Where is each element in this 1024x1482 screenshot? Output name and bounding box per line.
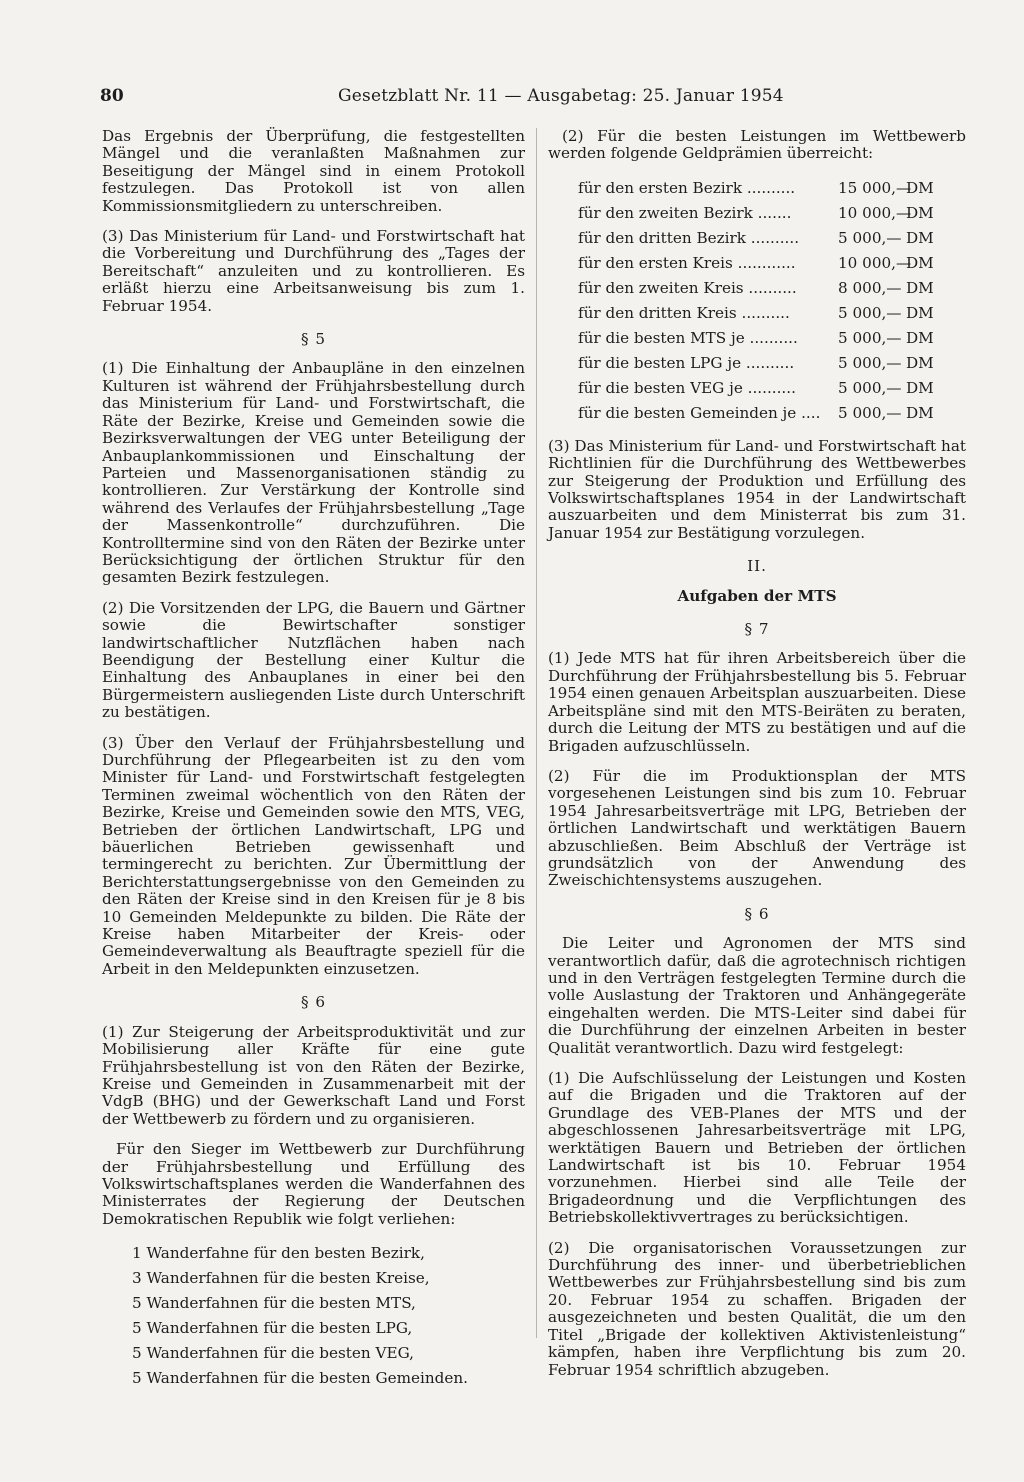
prize-row: [548, 301, 966, 326]
prize-amount: 10 000,—: [838, 203, 912, 222]
prize-label: für die besten Gemeinden je ....: [578, 403, 821, 422]
page-header: [100, 86, 970, 116]
prize-unit: DM: [906, 303, 934, 322]
paragraph: (3) Das Ministerium für Land- und Forstwirtschaft hat Richtlinien für die Durchführung des Wettbewerbes zur Steigerung der Produktion und Erfüllung des Volkswirtschaftsplanes 1954 in der Landwirtschaft auszuarbeiten und dem Ministerrat bis zum 31. Januar 1954 zur Bestätigung vorzulegen.: [548, 436, 966, 542]
section-heading: § 7: [744, 620, 770, 639]
prize-unit: DM: [906, 378, 934, 397]
paragraph: Die Leiter und Agronomen der MTS sind verantwortlich dafür, daß die agrotechnisch richtigen und in den Verträgen festgelegten Termine durch die volle Auslastung der Traktoren und Anhängegeräte eingehalten werden. Die MTS-Leiter sind dabei für die Durchführung der einzelnen Arbeiten in bester Qualität verantwortlich. Dazu wird festgelegt:: [548, 934, 966, 1057]
header-title: Gesetzblatt Nr. 11 — Ausgabetag: 25. Januar 1954: [338, 86, 784, 106]
left-column: [102, 128, 525, 1403]
prize-unit: DM: [906, 228, 934, 247]
part-number: II.: [747, 557, 767, 576]
right-column: [548, 128, 966, 1392]
prize-row: [548, 176, 966, 201]
list-item: 5 Wanderfahnen für die besten VEG,: [132, 1344, 414, 1363]
list-item: 5 Wanderfahnen für die besten Gemeinden.: [132, 1369, 468, 1388]
paragraph: (1) Die Aufschlüsselung der Leistungen und Kosten auf die Brigaden und die Traktoren auf der Grundlage des VEB-Planes der MTS und der abgeschlossenen Jahresarbeitsverträge mit LPG, werktätigen Bauern und Betrieben der örtlichen Landwirtschaft ist bis 10. Februar 1954 vorzunehmen. Hierbei sind alle Teile der Brigadeordnung und die Verpflichtungen des Betriebskollektivvertrages zu berücksichtigen.: [548, 1069, 966, 1227]
prize-table: [548, 176, 966, 426]
list-item: 5 Wanderfahnen für die besten LPG,: [132, 1319, 413, 1338]
prize-row: [548, 326, 966, 351]
prize-row: [548, 376, 966, 401]
prize-label: für den zweiten Bezirk .......: [578, 203, 792, 222]
paragraph: (2) Für die im Produktionsplan der MTS vorgesehenen Leistungen sind bis zum 10. Februar 1954 Jahresarbeitsverträge mit LPG, Betrieben der örtlichen Landwirtschaft und werktätigen Bauern abzuschließen. Beim Abschluß der Verträge ist grundsätzlich von der Anwendung des Zweischichtensystems auszugehen.: [548, 766, 966, 890]
prize-amount: 5 000,—: [838, 403, 902, 422]
prize-amount: 15 000,—: [838, 178, 912, 197]
paragraph: (2) Die Vorsitzenden der LPG, die Bauern und Gärtner sowie die Bewirtschafter sonstiger landwirtschaftlicher Nutzflächen haben nach Beendigung der Bestellung einer Kultur die Einhaltung des Anbauplanes in einer bei den Bürgermeistern ausliegenden Liste durch Unterschrift zu bestätigen.: [102, 598, 525, 722]
prize-label: für die besten MTS je ..........: [578, 328, 798, 347]
list-item: 1 Wanderfahne für den besten Bezirk,: [132, 1244, 425, 1263]
paragraph: (2) Für die besten Leistungen im Wettbewerb werden folgende Geldprämien überreicht:: [548, 127, 966, 163]
paragraph: (1) Zur Steigerung der Arbeitsproduktivität und zur Mobilisierung aller Kräfte für eine gute Frühjahrsbestellung ist von den Räten der Bezirke, Kreise und Gemeinden in Zusammenarbeit mit der VdgB (BHG) und der Gewerkschaft Land und Forst der Wettbewerb zu fördern und zu organisieren.: [102, 1022, 525, 1128]
list-item: 3 Wanderfahnen für die besten Kreise,: [132, 1269, 430, 1288]
prize-label: für den ersten Bezirk ..........: [578, 178, 796, 197]
list-item: 5 Wanderfahnen für die besten MTS,: [132, 1294, 416, 1313]
prize-label: für die besten VEG je ..........: [578, 378, 796, 397]
section-heading: § 5: [300, 330, 327, 349]
prize-row: [548, 401, 966, 426]
section-heading: § 6: [300, 993, 327, 1012]
paragraph: (1) Jede MTS hat für ihren Arbeitsbereich über die Durchführung der Frühjahrsbestellung bis 5. Februar 1954 einen genauen Arbeitsplan auszuarbeiten. Diese Arbeitspläne sind mit den MTS-Beiräten zu beraten, durch die Leitung der MTS zu bestätigen und auf die Brigaden aufzuschlüsseln.: [548, 649, 966, 755]
prize-amount: 8 000,—: [838, 278, 902, 297]
prize-label: für den dritten Kreis ..........: [578, 303, 790, 322]
paragraph: (1) Die Einhaltung der Anbaupläne in den einzelnen Kulturen ist während der Frühjahrsbestellung durch das Ministerium für Land- und Forstwirtschaft, die Räte der Bezirke, Kreise und Gemeinden sowie die Bezirksverwaltungen der VEG unter Beteiligung der Anbauplankommissionen und Einschaltung der Parteien und Massenorganisationen ständig zu kontrollieren. Zur Verstärkung der Kontrolle sind während des Verlaufes der Frühjahrsbestellung „Tage der Massenkontrolle“ durchzuführen. Die Kontrolltermine sind von den Räten der Bezirke unter Berücksichtigung der örtlichen Struktur für den gesamten Bezirk festzulegen.: [102, 359, 525, 587]
part-title: Aufgaben der MTS: [677, 586, 837, 605]
flag-list: [102, 1241, 525, 1391]
prize-row: [548, 351, 966, 376]
prize-label: für den zweiten Kreis ..........: [578, 278, 797, 297]
prize-unit: DM: [906, 253, 934, 272]
paragraph: Für den Sieger im Wettbewerb zur Durchführung der Frühjahrsbestellung und Erfüllung des Volkswirtschaftsplanes werden die Wanderfahnen des Ministerrates der Regierung der Deutschen Demokratischen Republik wie folgt verliehen:: [102, 1140, 525, 1228]
prize-label: für die besten LPG je ..........: [578, 353, 795, 372]
prize-unit: DM: [906, 328, 934, 347]
prize-row: [548, 276, 966, 301]
prize-unit: DM: [906, 178, 934, 197]
paragraph: Das Ergebnis der Überprüfung, die festgestellten Mängel und die veranlaßten Maßnahmen zur Beseitigung der Mängel sind in einem Protokoll festzulegen. Das Protokoll ist von allen Kommissionsmitgliedern zu unterschreiben.: [102, 127, 525, 215]
prize-amount: 5 000,—: [838, 228, 902, 247]
prize-unit: DM: [906, 278, 934, 297]
prize-label: für den dritten Bezirk ..........: [578, 228, 800, 247]
prize-row: [548, 226, 966, 251]
column-divider: [536, 128, 537, 1338]
paragraph: (3) Über den Verlauf der Frühjahrsbestellung und Durchführung der Pflegearbeiten ist zu den vom Minister für Land- und Forstwirtschaft festgelegten Terminen zweimal wöchentlich von den Räten der Bezirke, Kreise und Gemeinden sowie den MTS, VEG, Betrieben der örtlichen Landwirtschaft, LPG und bäuerlichen Betrieben gewissenhaft und termingerecht zu berichten. Zur Übermittlung der Berichterstattungsergebnisse von den Gemeinden zu den Räten der Kreise sind in den Kreisen für je 8 bis 10 Gemeinden Meldepunkte zu bilden. Die Räte der Kreise haben Mitarbeiter der Kreis- oder Gemeindeverwaltung als Beauftragte speziell für die Arbeit in den Meldepunkten einzusetzen.: [102, 733, 525, 978]
paragraph: (3) Das Ministerium für Land- und Forstwirtschaft hat die Vorbereitung und Durchführung des „Tages der Bereitschaft“ anzuleiten und zu kontrollieren. Es erläßt hierzu eine Arbeitsanweisung bis zum 1. Februar 1954.: [102, 227, 525, 315]
section-heading: § 6: [744, 904, 770, 923]
page-number: 80: [100, 86, 124, 106]
paragraph: (2) Die organisatorischen Voraussetzungen zur Durchführung des inner- und überbetrieblichen Wettbewerbes zur Frühjahrsbestellung sind bis zum 20. Februar 1954 zu schaffen. Brigaden der ausgezeichneten und besten Qualität, die um den Titel „Brigade der kollektiven Aktivistenleistung“ kämpfen, haben ihre Verpflichtung bis zum 20. Februar 1954 schriftlich abzugeben.: [548, 1238, 966, 1379]
prize-amount: 5 000,—: [838, 353, 902, 372]
prize-unit: DM: [906, 353, 934, 372]
prize-amount: 5 000,—: [838, 303, 902, 322]
prize-amount: 5 000,—: [838, 378, 902, 397]
prize-amount: 5 000,—: [838, 328, 902, 347]
prize-label: für den ersten Kreis ............: [578, 253, 796, 272]
prize-row: [548, 251, 966, 276]
prize-unit: DM: [906, 403, 934, 422]
prize-unit: DM: [906, 203, 934, 222]
prize-amount: 10 000,—: [838, 253, 912, 272]
prize-row: [548, 201, 966, 226]
